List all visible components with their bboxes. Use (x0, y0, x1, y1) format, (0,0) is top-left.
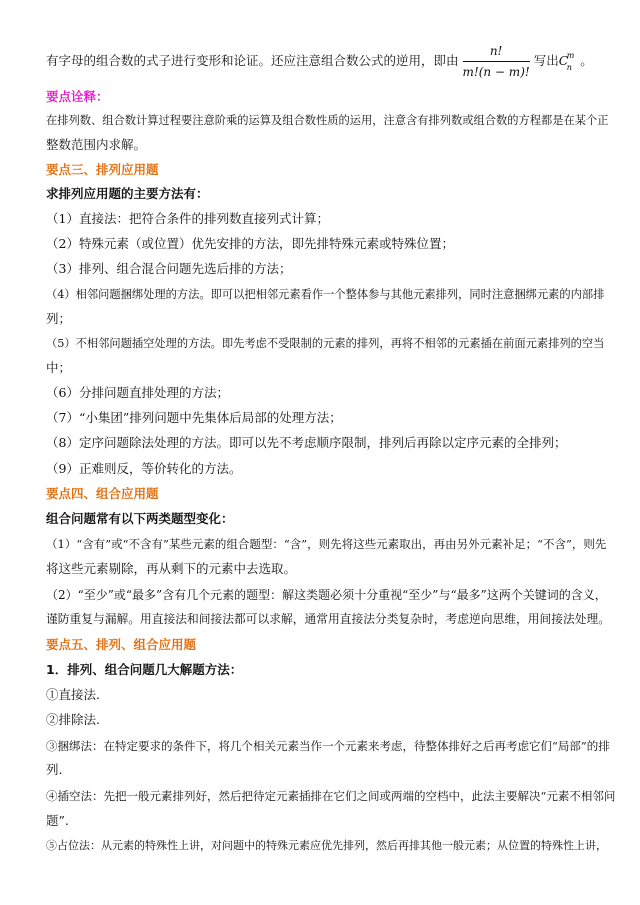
section4-subtitle: 组合问题常有以下两类题型变化： (46, 511, 234, 526)
fraction-denominator: m!(n − m)! (462, 65, 530, 79)
section3-item: （4）相邻问题捆绑处理的方法。即可以把相邻元素看作一个整体参与其他元素排列，同时注意捆绑元素的内部排 (46, 288, 605, 301)
section5-item: ②排除法. (46, 712, 100, 727)
section3-item: （7）“小集团”排列问题中先集体后局部的处理方法； (46, 410, 342, 425)
section4-item: （1）“含有”或“不含有”某些元素的组合题型：“含”，则先将这些元素取出，再由另外元素补足；“不含”，则先 (46, 537, 607, 551)
section3-item: （1）直接法：把符合条件的排列数直接列式计算； (46, 211, 329, 226)
section5-subtitle: 1．排列、组合问题几大解题方法： (46, 662, 243, 677)
section3-item: （8）定序问题除法处理的方法。即可以先不考虑顺序限制，排列后再除以定序元素的全排列； (46, 435, 567, 450)
section3-item: （9）正难则反，等价转化的方法。 (46, 461, 242, 476)
section4-item: 将这些元素剔除，再从剩下的元素中去选取。 (46, 561, 297, 576)
section5-item: ①直接法. (46, 687, 100, 702)
intro-text-end: 。 (580, 53, 593, 68)
section5-title: 要点五、排列、组合应用题 (46, 637, 197, 652)
note-title: 要点诠释： (46, 89, 109, 104)
section5-item: ③捆绑法：在特定要求的条件下，将几个相关元素当作一个元素来考虑，待整体排好之后再考虑它们“局部”的排 (46, 739, 610, 753)
section4-item: 谨防重复与漏解。用直接法和间接法都可以求解，通常用直接法分类复杂时，考虑逆向思维，用间接法处理。 (46, 612, 610, 626)
comb-sub: n (566, 63, 572, 72)
section5-item: 列. (46, 762, 63, 777)
section3-item: 列； (46, 311, 72, 326)
note-line-1: 在排列数、组合数计算过程要注意阶乘的运算及组合数性质的运用，注意含有排列数或组合数的方程都是在某个正 (46, 114, 609, 127)
section4-item: （2）“至少”或“最多”含有几个元素的题型：解这类题必须十分重视“至少”与“最多”这两个关键词的含义， (46, 588, 607, 602)
fraction-numerator: n! (463, 42, 530, 62)
section3-item: （6）分排问题直排处理的方法； (46, 385, 229, 400)
section3-item: （2）特殊元素（或位置）优先安排的方法，即先排特殊元素或特殊位置； (46, 236, 454, 251)
section5-item: 题”. (46, 813, 69, 828)
comb-base: C (558, 53, 569, 68)
intro-text-before: 有字母的组合数的式子进行变形和论证。还应注意组合数公式的逆用，即由 (46, 53, 459, 68)
section3-item: （5）不相邻问题插空处理的方法。即先考虑不受限制的元素的排列，再将不相邻的元素插在前面元素排列的空当 (46, 337, 605, 350)
section3-item: （3）排列、组合混合问题先选后排的方法； (46, 261, 292, 276)
intro-paragraph (46, 42, 614, 81)
section5-item: ④插空法：先把一般元素排列好，然后把待定元素插排在它们之间或两端的空档中，此法主要解决“元素不相邻问 (46, 789, 616, 803)
intro-text-mid: 写出 (533, 53, 559, 68)
comb-sup: m (566, 51, 575, 60)
section3-item: 中； (46, 360, 72, 375)
factorial-fraction (463, 42, 530, 81)
section3-subtitle: 求排列应用题的主要方法有： (46, 186, 209, 201)
combination-symbol (558, 51, 575, 72)
section3-title: 要点三、排列应用题 (46, 162, 159, 177)
section5-item: ⑤占位法：从元素的特殊性上讲，对问题中的特殊元素应优先排列，然后再排其他一般元素；从位置的特殊性上讲， (46, 839, 607, 852)
section4-title: 要点四、组合应用题 (46, 486, 159, 501)
note-line-2: 整数范围内求解。 (46, 137, 147, 152)
